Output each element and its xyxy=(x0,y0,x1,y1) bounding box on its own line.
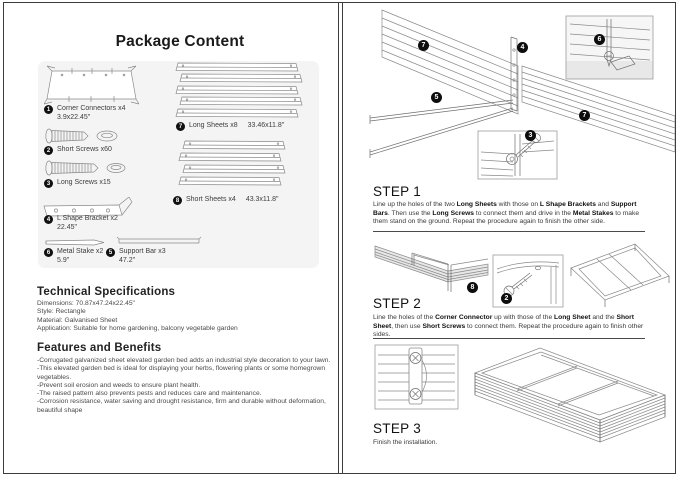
badge-metal-stake: 6 xyxy=(594,34,605,45)
package-content-title: Package Content xyxy=(115,33,245,50)
badge-long-sheet-right: 7 xyxy=(579,110,590,121)
package-item-l-shape-bracket xyxy=(44,215,118,232)
step3-instructions: Finish the installation. xyxy=(373,439,438,446)
support-bar-icon xyxy=(116,236,202,247)
item-number-badge: 4 xyxy=(44,215,53,224)
step3-title: STEP 3 xyxy=(373,421,422,436)
item-number-badge: 8 xyxy=(173,196,182,205)
package-item-support-bar xyxy=(106,248,166,265)
badge-long-screw: 3 xyxy=(525,130,536,141)
item-label: Short Sheets x4 xyxy=(186,196,236,203)
divider-step1 xyxy=(373,231,645,232)
divider-step2 xyxy=(373,338,645,339)
feature-bullet: -The raised pattern also prevents pests and reduces care and maintenance. xyxy=(37,390,262,398)
feature-bullet: -Corrosion resistance, water saving and drought resistance, firm and durable without deformation, beautiful shape xyxy=(37,398,326,414)
item-dimension: 33.46x11.8" xyxy=(247,122,285,129)
badge-support-bar: 5 xyxy=(431,92,442,103)
item-label: Long Sheets x8 xyxy=(189,122,238,129)
feature-bullet: -Prevent soil erosion and weeds to ensure plant health. xyxy=(37,381,201,389)
item-label: Corner Connectors x4 xyxy=(57,105,126,112)
long-screw-icon xyxy=(44,158,132,178)
step1-instructions: Line up the holes of the two Long Sheets with those on L Shape Brackets and Support Bars. Then use the Long Screws to connect them and drive in the Metal Stakes to make them stand on the ground. Repeat the procedure again to finish the other side. xyxy=(373,201,640,226)
tech-specs-list xyxy=(37,300,327,333)
step1-assembly-diagram xyxy=(345,4,675,180)
features-list xyxy=(37,357,333,415)
item-dimension: 47.2" xyxy=(119,256,136,264)
long-sheets-stack-icon xyxy=(175,62,303,120)
features-title: Features and Benefits xyxy=(37,342,162,354)
feature-bullet: -Corrugated galvanized sheet elevated garden bed adds an industrial style decoration to your lawn. xyxy=(37,357,331,364)
spec-line: Application: Suitable for home gardening, balcony vegetable garden xyxy=(37,324,238,332)
badge-short-sheet: 8 xyxy=(467,282,478,293)
package-item-long-sheets xyxy=(176,122,284,131)
spec-line: Material: Galvanised Sheet xyxy=(37,316,118,324)
item-label: Metal Stake x2 xyxy=(57,248,104,255)
package-item-metal-stake xyxy=(44,248,103,265)
badge-long-sheet: 7 xyxy=(418,40,429,51)
item-label: Long Screws x15 xyxy=(57,179,111,186)
metal-stake-icon xyxy=(44,238,106,247)
item-dimension: 3.9x22.45" xyxy=(57,113,91,121)
item-number-badge: 5 xyxy=(106,248,115,257)
feature-bullet: -This elevated garden bed is ideal for displaying your herbs, flowering plants or some homegrown vegetables. xyxy=(37,365,326,381)
spec-line: Style: Rectangle xyxy=(37,308,86,316)
badge-l-shape-bracket: 4 xyxy=(517,42,528,53)
item-number-badge: 3 xyxy=(44,179,53,188)
item-dimension: 22.45" xyxy=(57,223,78,231)
step2-title: STEP 2 xyxy=(373,296,422,311)
item-number-badge: 1 xyxy=(44,105,53,114)
item-number-badge: 2 xyxy=(44,146,53,155)
step1-title: STEP 1 xyxy=(373,184,422,199)
item-label: L Shape Bracket x2 xyxy=(57,215,118,222)
item-number-badge: 7 xyxy=(176,122,185,131)
short-screw-icon xyxy=(44,126,122,146)
corner-connector-icon xyxy=(44,64,139,106)
package-item-long-screws xyxy=(44,179,111,188)
item-label: Short Screws x60 xyxy=(57,146,112,153)
package-item-corner-connectors xyxy=(44,105,125,122)
item-label: Support Bar x3 xyxy=(119,248,166,255)
package-item-short-screws xyxy=(44,146,112,155)
spec-line: Dimensions: 70.87x47.24x22.45" xyxy=(37,300,135,307)
item-dimension: 5.9" xyxy=(57,256,70,264)
item-dimension: 43.3x11.8" xyxy=(245,196,279,203)
tech-specs-title: Technical Specifications xyxy=(37,286,176,298)
step2-instructions: Line the holes of the Corner Connector up with those of the Long Sheet and the Short Sheet, then use Short Screws to connect them. Repeat the procedure again to finish other sides. xyxy=(373,314,644,339)
item-number-badge: 6 xyxy=(44,248,53,257)
package-item-short-sheets xyxy=(173,196,279,205)
badge-short-screw: 2 xyxy=(501,293,512,304)
short-sheets-stack-icon xyxy=(178,140,290,190)
